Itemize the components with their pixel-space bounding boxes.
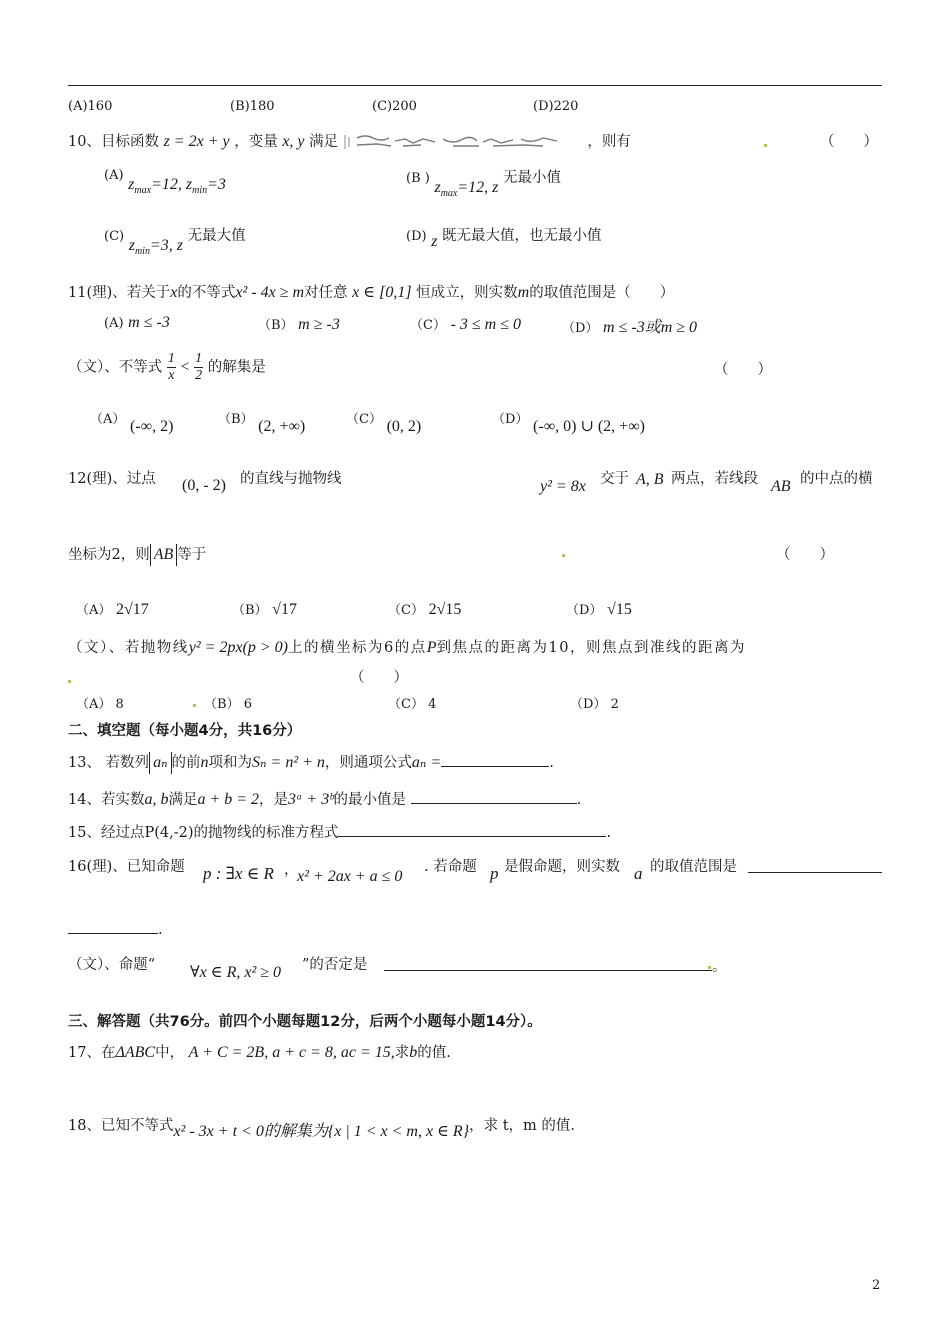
q16l-blank-2[interactable] [68, 919, 163, 938]
q13-eq: Sₙ = n² + n [252, 754, 325, 771]
top-rule [68, 85, 882, 86]
q10-option-a-rest: =12, z [151, 176, 193, 193]
q16l-ineq: x² + 2ax + a ≤ 0 [297, 868, 403, 885]
q10-option-b-label: (B ) [406, 171, 430, 186]
q12l-abs: AB [150, 544, 178, 566]
q12l-line2-prefix: 坐标为2，则 [68, 547, 150, 563]
q13-seq: aₙ [149, 752, 171, 774]
q11l-option-b-expr: m ≥ -3 [298, 316, 340, 333]
q13-d: ，则通项公式 [324, 755, 412, 771]
q15-blank[interactable] [338, 822, 606, 837]
q12l-answer-paren: （ ） [776, 547, 834, 563]
q14-b: 满足 [168, 792, 198, 808]
q12w-eq: y² = 2px(p > 0) [188, 639, 288, 656]
q11w-option-b [218, 408, 306, 435]
q13-c: 项和为 [208, 755, 253, 771]
q11l-mid: 的不等式 [177, 285, 236, 301]
q12l-option-b [232, 599, 297, 619]
q12l-option-d [566, 599, 632, 619]
q16l-var: a [634, 864, 643, 883]
q12w-option-c-value: 4 [428, 697, 437, 712]
q11l-option-d-label: （D） [562, 321, 599, 336]
q11l-suffix: 的取值范围是（ ） [529, 285, 675, 301]
q9-option-a: (A)160 [68, 99, 113, 114]
q16w-a: （文）、命题“ [68, 957, 156, 973]
q12w-option-a [76, 693, 124, 712]
q10-option-b-sub: max [440, 188, 458, 200]
q12l-option-a-expr: 2√17 [116, 601, 149, 618]
q10-option-a-label: (A) [104, 168, 124, 183]
q10-option-c-expr: z [128, 237, 135, 254]
q13-b: 的前 [171, 755, 201, 771]
q13-n: n [200, 754, 209, 771]
q11l-option-c-expr: - 3 ≤ m ≤ 0 [450, 316, 522, 333]
q9-option-c: (C)200 [372, 99, 417, 114]
q12w-option-b-label: （B） [204, 697, 240, 712]
q12l-option-a [76, 599, 149, 619]
q10-vars: x, y [282, 133, 305, 150]
q10-option-c-rest: =3, z [149, 237, 183, 254]
q11w-frac2-den: 2 [195, 368, 203, 383]
q10-option-d-expr: z [431, 233, 438, 250]
q10-option-a-sub2: min [192, 185, 208, 197]
q12l-line2 [68, 543, 206, 566]
q10-stem [68, 130, 631, 151]
q18 [68, 1112, 575, 1140]
q9-option-d: (D)220 [533, 99, 579, 114]
q11l-option-a [104, 314, 170, 332]
q10-option-c-sub: min [134, 246, 150, 258]
q12w-option-b-value: 6 [243, 697, 252, 712]
q11l-option-b-label: （B） [258, 318, 294, 333]
q11l-mid3: 恒成立，则实数 [416, 285, 518, 301]
q11w-option-a-label: （A） [90, 412, 126, 427]
q11w-option-c-expr: (0, 2) [386, 418, 422, 435]
q12w-text-b: 上的横坐标为6的点 [288, 640, 427, 656]
q17-c: 求 [394, 1045, 410, 1061]
q14-eq: a + b = 2 [197, 791, 260, 808]
q16l-blank-1[interactable] [748, 858, 882, 877]
speck [562, 554, 565, 557]
q12l-option-a-label: （A） [76, 603, 112, 618]
q11l-option-c [410, 314, 521, 334]
q10-option-c [104, 224, 246, 258]
q15 [68, 821, 611, 842]
q12l-mid2: 交于 [600, 471, 629, 487]
q11w-frac1-num: 1 [167, 351, 175, 366]
q16w-blank[interactable] [384, 955, 727, 976]
q11l-range: x ∈ [0,1] [352, 284, 412, 301]
q11w-option-a-expr: (-∞, 2) [130, 418, 174, 435]
q18-b: ，求 t，m 的值. [469, 1118, 575, 1134]
q16l-prop: p : ∃x ∈ R [203, 864, 274, 883]
q16l-a: 16(理)、已知命题 [68, 859, 185, 875]
q11w-prefix: （文）、不等式 [68, 359, 163, 376]
q10-option-d-label: (D) [406, 229, 427, 244]
q16l-p: p [490, 864, 499, 883]
q13-an: aₙ = [411, 754, 442, 771]
q11w-lt: < [180, 358, 190, 376]
q10-option-d-text: 既无最大值，也无最小值 [442, 228, 602, 244]
q13 [68, 751, 554, 774]
q11l-option-d-expr: m ≤ -3或m ≥ 0 [603, 319, 698, 336]
q16l-b: . 若命题 [424, 859, 477, 875]
q12l-point: (0, - 2) [182, 477, 226, 494]
q11l-option-d [562, 314, 697, 337]
q14-blank[interactable] [411, 789, 577, 804]
q10-option-b-rest: =12, z [457, 179, 499, 196]
q10-constraint-image [343, 133, 583, 151]
q11w-option-b-label: （B） [218, 412, 254, 427]
q13-end: . [549, 755, 554, 771]
q17-b: 中， [155, 1045, 185, 1061]
q12l-mid: 的直线与抛物线 [240, 471, 342, 487]
q17-a: 17、在 [68, 1045, 116, 1061]
q10-answer-paren: （ ） [820, 134, 878, 150]
speck [193, 704, 196, 707]
q11w-option-d-label: （D） [492, 412, 529, 427]
q12l-option-c-label: （C） [388, 603, 424, 618]
q12l-pts: A, B [636, 471, 664, 488]
q11w-option-c [346, 408, 422, 435]
q10-mid: ，变量 [234, 134, 278, 150]
q12w-option-d-label: （D） [570, 697, 607, 712]
q10-cond: 满足 [309, 134, 339, 150]
q11-arts-stem [68, 351, 266, 384]
q16w-b: ”的否定是 [302, 957, 368, 973]
q15-end: . [606, 825, 612, 841]
q9-option-b: (B)180 [230, 99, 275, 114]
q11l-option-c-label: （C） [410, 318, 446, 333]
q11w-frac1 [167, 351, 176, 384]
q17 [68, 1041, 451, 1062]
q12w-option-d-value: 2 [610, 697, 619, 712]
q10-option-b [406, 166, 561, 200]
q11-science-stem [68, 281, 674, 302]
q12l-line2-suffix: 等于 [177, 547, 207, 563]
q17-cond: A + C = 2B, a + c = 8, ac = 15, [188, 1044, 395, 1061]
q11l-option-b [258, 314, 340, 334]
q14-d: 的最小值是 [333, 792, 407, 808]
speck [764, 144, 767, 147]
q12l-option-d-label: （D） [566, 603, 603, 618]
q12l-seg: AB [771, 478, 791, 495]
q14-a: 14、若实数 [68, 792, 145, 808]
q10-option-a [104, 166, 226, 197]
q14-c: ，是 [259, 792, 289, 808]
section-2-heading: 二、填空题（每小题4分，共16分） [68, 723, 302, 739]
q11l-var: x [170, 284, 178, 301]
q12l-option-c [388, 599, 461, 619]
q11w-option-a [90, 408, 174, 435]
q10-option-c-text: 无最大值 [187, 228, 246, 244]
speck [68, 680, 71, 683]
q12w-text-a: （文）、若抛物线 [68, 640, 189, 656]
q10-option-b-text: 无最小值 [503, 170, 561, 186]
section-3-heading: 三、解答题（共76分。前四个小题每题12分，后两个小题每小题14分）。 [68, 1014, 542, 1030]
q10-option-b-expr: z [434, 179, 441, 196]
q14-end: . [576, 792, 582, 808]
q16l-d: 的取值范围是 [650, 859, 737, 875]
q12w-option-c-label: （C） [388, 697, 424, 712]
q16w-end: 。 [712, 959, 727, 975]
q12l-prefix: 12(理)、过点 [68, 471, 156, 487]
q12w-option-a-label: （A） [76, 697, 112, 712]
q11w-option-d-expr: (-∞, 0) ∪ (2, +∞) [533, 418, 645, 435]
q10-suffix: ，则有 [587, 134, 631, 150]
q10-option-a-rest2: =3 [207, 176, 226, 193]
q18-a: 18、已知不等式 [68, 1118, 174, 1134]
q12w-option-a-value: 8 [115, 697, 124, 712]
q11l-prefix: 11(理)、若关于 [68, 285, 171, 301]
q10-option-d [406, 224, 602, 250]
q16l-end: . [158, 922, 163, 938]
q10-prefix: 10、目标函数 [68, 134, 159, 150]
q15-a: 15、经过点P(4,-2)的抛物线的标准方程式 [68, 825, 339, 841]
q12w-stem [68, 636, 746, 657]
q11l-option-a-label: (A) [104, 316, 124, 331]
q12l-parabola: y² = 8x [540, 478, 586, 495]
q10-option-a-expr: z [128, 176, 135, 193]
q11w-answer-paren: （ ） [714, 362, 772, 378]
q12l-suffix: 的中点的横 [800, 471, 873, 487]
q11w-frac2 [194, 351, 203, 384]
q14 [68, 788, 581, 809]
q17-d: 的值. [417, 1045, 451, 1061]
q12w-option-d [570, 693, 619, 712]
q14-expr: 3ᵃ + 3ᵇ [288, 791, 334, 808]
q12w-text-c: 到焦点的距离为10，则焦点到准线的距离为 [436, 640, 746, 656]
q11l-var2: m [517, 284, 530, 301]
q11w-option-b-expr: (2, +∞) [258, 418, 306, 435]
q17-tri: ΔABC [115, 1044, 156, 1061]
q17-var: b [409, 1044, 418, 1061]
q12l-option-c-expr: 2√15 [428, 601, 462, 618]
q12l-option-b-label: （B） [232, 603, 268, 618]
q11l-mid2: 对任意 [304, 285, 348, 301]
q16l-comma: ， [284, 862, 299, 878]
q11l-ineq: x² - 4x ≥ m [235, 284, 305, 301]
q16l-c: 是假命题，则实数 [504, 859, 620, 875]
q16w-expr: ∀x ∈ R, x² ≥ 0 [190, 964, 282, 981]
q11w-option-c-label: （C） [346, 412, 382, 427]
q12w-option-c [388, 693, 436, 712]
q11l-option-a-expr: m ≤ -3 [128, 314, 170, 331]
q11w-suffix: 的解集是 [207, 359, 266, 376]
q12w-pt: P [426, 639, 437, 656]
q13-a: 13、 若数列 [68, 755, 150, 771]
page-number: 2 [872, 1278, 881, 1293]
q18-ineq: x² - 3x + t < 0的解集为{x | 1 < x < m, x ∈ R} [173, 1123, 470, 1140]
q10-option-a-sub: max [134, 185, 152, 197]
q13-blank[interactable] [441, 752, 549, 767]
q11w-option-d [492, 408, 645, 435]
q12w-option-b [204, 693, 252, 712]
q12l-mid3: 两点，若线段 [671, 471, 758, 487]
q12l-option-d-expr: √15 [607, 601, 632, 618]
q11w-frac1-den: x [168, 368, 175, 383]
q12l-option-b-expr: √17 [272, 601, 297, 618]
q11w-frac2-num: 1 [195, 351, 203, 366]
q14-ab: a, b [144, 791, 169, 808]
q10-option-c-label: (C) [104, 229, 125, 244]
q12w-answer-paren: （ ） [350, 670, 408, 686]
speck [708, 966, 711, 969]
q10-objective: z = 2x + y [163, 133, 230, 150]
